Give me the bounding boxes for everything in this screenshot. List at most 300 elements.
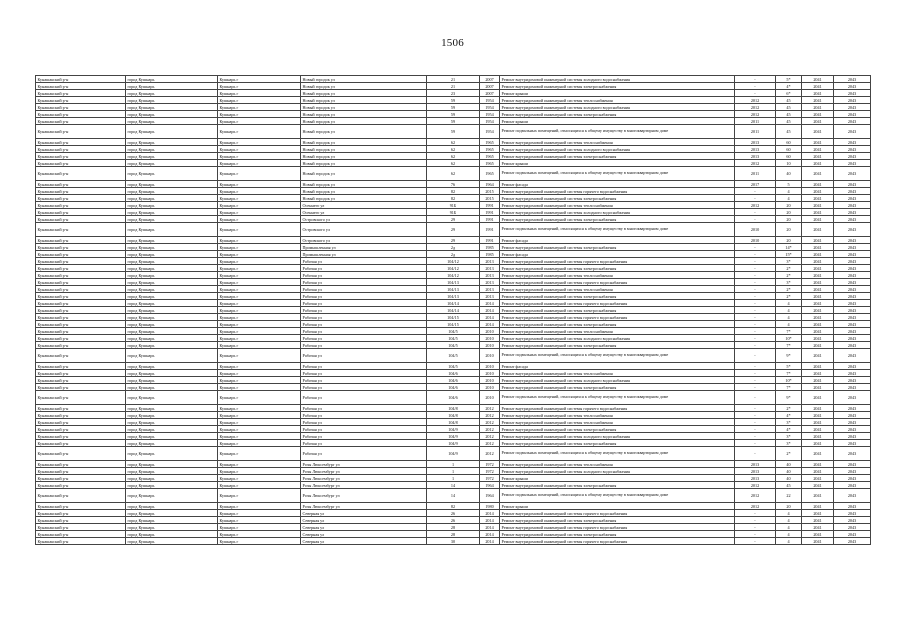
plan-start-year-cell: 2041 [802, 433, 834, 440]
table-row [36, 335, 871, 342]
plan-start-year-cell: 2041 [802, 111, 834, 118]
wear-percent-cell: 14* [776, 244, 802, 251]
build-year-cell: 1965 [480, 139, 500, 146]
build-year-cell: 1964 [480, 181, 500, 188]
table-row [36, 216, 871, 223]
street-cell: Рабочая ул [301, 328, 427, 335]
wear-percent-cell: 3* [776, 279, 802, 286]
house-number-cell: 59 [427, 118, 480, 125]
build-year-cell: 1965 [480, 160, 500, 167]
last-repair-year-cell: 2012 [735, 160, 776, 167]
build-year-cell: 1985 [480, 244, 500, 251]
street-cell: Новый городок ул [301, 83, 427, 90]
settlement-cell: Кушнарь г [218, 538, 301, 545]
settlement-cell: Кушнарь г [218, 314, 301, 321]
build-year-cell: 2010 [480, 370, 500, 377]
plan-end-year-cell: 2043 [834, 426, 871, 433]
plan-start-year-cell: 2041 [802, 377, 834, 384]
build-year-cell: 2010 [480, 377, 500, 384]
settlement-cell: Кушнарь г [218, 272, 301, 279]
table-row [36, 300, 871, 307]
settlement-cell: Кушнарь г [218, 517, 301, 524]
work-type-cell: Ремонт внутридомовой инженерной системы электроснабжения [500, 195, 735, 202]
wear-percent-cell: 2* [776, 286, 802, 293]
district-cell: Кунашакский р-н [36, 146, 126, 153]
wear-percent-cell: 2* [776, 447, 802, 461]
build-year-cell: 1954 [480, 118, 500, 125]
work-type-cell: Ремонт подвальных помещений, относящихся к общему имуществу в многоквартирном доме [500, 223, 735, 237]
plan-end-year-cell: 2043 [834, 146, 871, 153]
plan-end-year-cell: 2043 [834, 482, 871, 489]
house-number-cell: 29 [427, 223, 480, 237]
street-cell: Осеннего ул [301, 209, 427, 216]
district-cell: Кунашакский р-н [36, 286, 126, 293]
house-number-cell: 59 [427, 125, 480, 139]
wear-percent-cell: 7* [776, 384, 802, 391]
last-repair-year-cell: - [735, 265, 776, 272]
wear-percent-cell: 45 [776, 111, 802, 118]
last-repair-year-cell: 2012 [735, 489, 776, 503]
settlement-cell: Кушнарь г [218, 447, 301, 461]
work-type-cell: Ремонт внутридомовой инженерной системы электроснабжения [500, 265, 735, 272]
wear-percent-cell: 3* [776, 419, 802, 426]
street-cell: Рабочая ул [301, 426, 427, 433]
street-cell: Новый городок ул [301, 118, 427, 125]
build-year-cell: 1991 [480, 223, 500, 237]
build-year-cell: 2012 [480, 426, 500, 433]
table-row [36, 83, 871, 90]
house-number-cell: 104/15 [427, 321, 480, 328]
settlement-cell: Кушнарь г [218, 531, 301, 538]
plan-end-year-cell: 2043 [834, 251, 871, 258]
work-type-cell: Ремонт внутридомовой инженерной системы электроснабжения [500, 384, 735, 391]
settlement-cell: Кушнарь г [218, 97, 301, 104]
wear-percent-cell: 4 [776, 517, 802, 524]
house-number-cell: 104/9 [427, 426, 480, 433]
last-repair-year-cell: - [735, 188, 776, 195]
house-number-cell: 28 [427, 531, 480, 538]
table-row [36, 90, 871, 97]
municipality-cell: город Кушнарь [126, 482, 218, 489]
settlement-cell: Кушнарь г [218, 153, 301, 160]
build-year-cell: 2014 [480, 538, 500, 545]
table-row [36, 517, 871, 524]
house-number-cell: 104/9 [427, 440, 480, 447]
district-cell: Кунашакский р-н [36, 202, 126, 209]
settlement-cell: Кушнарь г [218, 377, 301, 384]
build-year-cell: 2014 [480, 307, 500, 314]
house-number-cell: 28 [427, 524, 480, 531]
plan-start-year-cell: 2041 [802, 279, 834, 286]
settlement-cell: Кушнарь г [218, 503, 301, 510]
wear-percent-cell: 20 [776, 216, 802, 223]
district-cell: Кунашакский р-н [36, 370, 126, 377]
wear-percent-cell: 22 [776, 489, 802, 503]
settlement-cell: Кушнарь г [218, 426, 301, 433]
house-number-cell: 14 [427, 489, 480, 503]
settlement-cell: Кушнарь г [218, 482, 301, 489]
house-number-cell: 1 [427, 475, 480, 482]
house-number-cell: 104/13 [427, 279, 480, 286]
plan-start-year-cell: 2041 [802, 468, 834, 475]
district-cell: Кунашакский р-н [36, 328, 126, 335]
municipality-cell: город Кушнарь [126, 363, 218, 370]
work-type-cell: Ремонт внутридомовой инженерной системы горячего водоснабжения [500, 510, 735, 517]
street-cell: Новый городок ул [301, 76, 427, 83]
work-type-cell: Ремонт внутридомовой инженерной системы холодного водоснабжения [500, 433, 735, 440]
house-number-cell: 104/13 [427, 286, 480, 293]
work-type-cell: Ремонт подвальных помещений, относящихся к общему имуществу в многоквартирном доме [500, 125, 735, 139]
district-cell: Кунашакский р-н [36, 153, 126, 160]
settlement-cell: Кушнарь г [218, 160, 301, 167]
wear-percent-cell: 2* [776, 272, 802, 279]
last-repair-year-cell: - [735, 328, 776, 335]
wear-percent-cell: 7* [776, 328, 802, 335]
plan-start-year-cell: 2041 [802, 391, 834, 405]
plan-start-year-cell: 2041 [802, 181, 834, 188]
plan-end-year-cell: 2043 [834, 195, 871, 202]
street-cell: Новый городок ул [301, 160, 427, 167]
settlement-cell: Кушнарь г [218, 223, 301, 237]
table-row [36, 181, 871, 188]
table-row [36, 314, 871, 321]
district-cell: Кунашакский р-н [36, 279, 126, 286]
last-repair-year-cell: - [735, 307, 776, 314]
table-row [36, 440, 871, 447]
plan-end-year-cell: 2043 [834, 412, 871, 419]
municipality-cell: город Кушнарь [126, 118, 218, 125]
plan-start-year-cell: 2041 [802, 300, 834, 307]
last-repair-year-cell: - [735, 216, 776, 223]
municipality-cell: город Кушнарь [126, 426, 218, 433]
municipality-cell: город Кушнарь [126, 524, 218, 531]
plan-end-year-cell: 2043 [834, 209, 871, 216]
settlement-cell: Кушнарь г [218, 125, 301, 139]
settlement-cell: Кушнарь г [218, 202, 301, 209]
street-cell: Северная ул [301, 510, 427, 517]
street-cell: Рабочая ул [301, 405, 427, 412]
build-year-cell: 1980 [480, 503, 500, 510]
settlement-cell: Кушнарь г [218, 510, 301, 517]
plan-end-year-cell: 2043 [834, 216, 871, 223]
table-row [36, 321, 871, 328]
district-cell: Кунашакский р-н [36, 391, 126, 405]
build-year-cell: 1964 [480, 482, 500, 489]
district-cell: Кунашакский р-н [36, 321, 126, 328]
table-row [36, 377, 871, 384]
settlement-cell: Кушнарь г [218, 307, 301, 314]
table-row [36, 391, 871, 405]
settlement-cell: Кушнарь г [218, 244, 301, 251]
last-repair-year-cell: 2013 [735, 139, 776, 146]
settlement-cell: Кушнарь г [218, 370, 301, 377]
house-number-cell: 59 [427, 104, 480, 111]
build-year-cell: 2014 [480, 531, 500, 538]
build-year-cell: 2013 [480, 272, 500, 279]
last-repair-year-cell: - [735, 293, 776, 300]
settlement-cell: Кушнарь г [218, 251, 301, 258]
last-repair-year-cell: - [735, 76, 776, 83]
house-number-cell: 76 [427, 181, 480, 188]
plan-start-year-cell: 2041 [802, 482, 834, 489]
build-year-cell: 2010 [480, 328, 500, 335]
last-repair-year-cell: - [735, 510, 776, 517]
wear-percent-cell: 5 [776, 181, 802, 188]
municipality-cell: город Кушнарь [126, 377, 218, 384]
municipality-cell: город Кушнарь [126, 384, 218, 391]
municipality-cell: город Кушнарь [126, 202, 218, 209]
plan-start-year-cell: 2041 [802, 202, 834, 209]
table-row [36, 265, 871, 272]
plan-start-year-cell: 2041 [802, 461, 834, 468]
build-year-cell: 2010 [480, 349, 500, 363]
work-type-cell: Ремонт внутридомовой инженерной системы холодного водоснабжения [500, 146, 735, 153]
wear-percent-cell: 45 [776, 118, 802, 125]
build-year-cell: 1965 [480, 153, 500, 160]
street-cell: Островского ул [301, 237, 427, 244]
plan-start-year-cell: 2041 [802, 307, 834, 314]
last-repair-year-cell: - [735, 90, 776, 97]
house-number-cell: 62 [427, 153, 480, 160]
municipality-cell: город Кушнарь [126, 181, 218, 188]
work-type-cell: Ремонт подвальных помещений, относящихся к общему имуществу в многоквартирном доме [500, 489, 735, 503]
plan-start-year-cell: 2041 [802, 538, 834, 545]
table-row [36, 251, 871, 258]
plan-end-year-cell: 2043 [834, 510, 871, 517]
district-cell: Кунашакский р-н [36, 475, 126, 482]
last-repair-year-cell: - [735, 440, 776, 447]
municipality-cell: город Кушнарь [126, 447, 218, 461]
last-repair-year-cell: - [735, 251, 776, 258]
plan-end-year-cell: 2043 [834, 286, 871, 293]
plan-start-year-cell: 2041 [802, 251, 834, 258]
table-row [36, 461, 871, 468]
wear-percent-cell: 3* [776, 258, 802, 265]
wear-percent-cell: 60 [776, 146, 802, 153]
district-cell: Кунашакский р-н [36, 160, 126, 167]
street-cell: Рабочая ул [301, 440, 427, 447]
district-cell: Кунашакский р-н [36, 118, 126, 125]
wear-percent-cell: 4 [776, 321, 802, 328]
wear-percent-cell: 2* [776, 293, 802, 300]
district-cell: Кунашакский р-н [36, 363, 126, 370]
work-type-cell: Ремонт внутридомовой инженерной системы горячего водоснабжения [500, 300, 735, 307]
settlement-cell: Кушнарь г [218, 279, 301, 286]
house-number-cell: 104/15 [427, 314, 480, 321]
work-type-cell: Ремонт внутридомовой инженерной системы холодного водоснабжения [500, 209, 735, 216]
last-repair-year-cell: - [735, 321, 776, 328]
street-cell: Промышленная ул [301, 251, 427, 258]
house-number-cell: 104/12 [427, 258, 480, 265]
last-repair-year-cell: - [735, 384, 776, 391]
table-row [36, 97, 871, 104]
last-repair-year-cell: 2012 [735, 97, 776, 104]
last-repair-year-cell: 2013 [735, 468, 776, 475]
wear-percent-cell: 5* [776, 76, 802, 83]
work-type-cell: Ремонт внутридомовой инженерной системы теплоснабжения [500, 419, 735, 426]
house-number-cell: 59 [427, 97, 480, 104]
plan-start-year-cell: 2041 [802, 510, 834, 517]
last-repair-year-cell: - [735, 335, 776, 342]
plan-end-year-cell: 2043 [834, 167, 871, 181]
last-repair-year-cell: - [735, 538, 776, 545]
work-type-cell: Ремонт внутридомовой инженерной системы холодного водоснабжения [500, 76, 735, 83]
street-cell: Новый городок ул [301, 146, 427, 153]
plan-end-year-cell: 2043 [834, 307, 871, 314]
plan-end-year-cell: 2043 [834, 272, 871, 279]
plan-end-year-cell: 2043 [834, 531, 871, 538]
municipality-cell: город Кушнарь [126, 90, 218, 97]
wear-percent-cell: 9* [776, 349, 802, 363]
street-cell: Островского ул [301, 216, 427, 223]
plan-start-year-cell: 2041 [802, 342, 834, 349]
street-cell: Рабочая ул [301, 293, 427, 300]
house-number-cell: 14 [427, 482, 480, 489]
table-row [36, 370, 871, 377]
plan-end-year-cell: 2043 [834, 489, 871, 503]
build-year-cell: 1991 [480, 216, 500, 223]
house-number-cell: 104/5 [427, 335, 480, 342]
house-number-cell: 29 [427, 237, 480, 244]
wear-percent-cell: 10* [776, 377, 802, 384]
build-year-cell: 2014 [480, 510, 500, 517]
wear-percent-cell: 20 [776, 503, 802, 510]
last-repair-year-cell: - [735, 209, 776, 216]
last-repair-year-cell: 2013 [735, 475, 776, 482]
municipality-cell: город Кушнарь [126, 286, 218, 293]
district-cell: Кунашакский р-н [36, 517, 126, 524]
work-type-cell: Ремонт внутридомовой инженерной системы теплоснабжения [500, 139, 735, 146]
municipality-cell: город Кушнарь [126, 412, 218, 419]
district-cell: Кунашакский р-н [36, 209, 126, 216]
plan-end-year-cell: 2043 [834, 83, 871, 90]
table-row [36, 272, 871, 279]
plan-start-year-cell: 2041 [802, 370, 834, 377]
plan-end-year-cell: 2043 [834, 405, 871, 412]
settlement-cell: Кушнарь г [218, 139, 301, 146]
house-number-cell: 23 [427, 90, 480, 97]
house-number-cell: 59 [427, 111, 480, 118]
plan-end-year-cell: 2043 [834, 335, 871, 342]
plan-end-year-cell: 2043 [834, 125, 871, 139]
house-number-cell: 104/6 [427, 377, 480, 384]
plan-start-year-cell: 2041 [802, 223, 834, 237]
wear-percent-cell: 7* [776, 370, 802, 377]
work-type-cell: Ремонт внутридомовой инженерной системы теплоснабжения [500, 272, 735, 279]
district-cell: Кунашакский р-н [36, 293, 126, 300]
wear-percent-cell: 20 [776, 202, 802, 209]
work-type-cell: Ремонт подвальных помещений, относящихся к общему имуществу в многоквартирном доме [500, 349, 735, 363]
plan-start-year-cell: 2041 [802, 139, 834, 146]
street-cell: Розы Люксембург ул [301, 482, 427, 489]
plan-end-year-cell: 2043 [834, 279, 871, 286]
work-type-cell: Ремонт крыши [500, 503, 735, 510]
plan-start-year-cell: 2041 [802, 237, 834, 244]
district-cell: Кунашакский р-н [36, 433, 126, 440]
table-row [36, 538, 871, 545]
table-row [36, 139, 871, 146]
table-row [36, 384, 871, 391]
plan-start-year-cell: 2041 [802, 321, 834, 328]
work-type-cell: Ремонт внутридомовой инженерной системы теплоснабжения [500, 202, 735, 209]
settlement-cell: Кушнарь г [218, 167, 301, 181]
street-cell: Розы Люксембург ул [301, 489, 427, 503]
last-repair-year-cell: - [735, 419, 776, 426]
house-number-cell: 104/5 [427, 363, 480, 370]
municipality-cell: город Кушнарь [126, 328, 218, 335]
settlement-cell: Кушнарь г [218, 111, 301, 118]
settlement-cell: Кушнарь г [218, 90, 301, 97]
settlement-cell: Кушнарь г [218, 524, 301, 531]
build-year-cell: 2012 [480, 412, 500, 419]
build-year-cell: 1991 [480, 237, 500, 244]
district-cell: Кунашакский р-н [36, 307, 126, 314]
settlement-cell: Кушнарь г [218, 363, 301, 370]
wear-percent-cell: 40 [776, 167, 802, 181]
table-row [36, 209, 871, 216]
settlement-cell: Кушнарь г [218, 433, 301, 440]
build-year-cell: 2007 [480, 76, 500, 83]
house-number-cell: 91Б [427, 209, 480, 216]
street-cell: Розы Люксембург ул [301, 475, 427, 482]
settlement-cell: Кушнарь г [218, 181, 301, 188]
plan-end-year-cell: 2043 [834, 391, 871, 405]
plan-start-year-cell: 2041 [802, 97, 834, 104]
table-row [36, 160, 871, 167]
table-row [36, 223, 871, 237]
work-type-cell: Ремонт внутридомовой инженерной системы теплоснабжения [500, 286, 735, 293]
plan-start-year-cell: 2041 [802, 272, 834, 279]
work-type-cell: Ремонт внутридомовой инженерной системы электроснабжения [500, 342, 735, 349]
work-type-cell: Ремонт внутридомовой инженерной системы горячего водоснабжения [500, 314, 735, 321]
house-number-cell: 1 [427, 468, 480, 475]
settlement-cell: Кушнарь г [218, 216, 301, 223]
municipality-cell: город Кушнарь [126, 538, 218, 545]
last-repair-year-cell: - [735, 314, 776, 321]
wear-percent-cell: 4 [776, 538, 802, 545]
wear-percent-cell: 10* [776, 335, 802, 342]
last-repair-year-cell: 2011 [735, 167, 776, 181]
street-cell: Рабочая ул [301, 286, 427, 293]
street-cell: Новый городок ул [301, 111, 427, 118]
last-repair-year-cell: 2012 [735, 503, 776, 510]
plan-start-year-cell: 2041 [802, 524, 834, 531]
build-year-cell: 2010 [480, 335, 500, 342]
settlement-cell: Кушнарь г [218, 342, 301, 349]
district-cell: Кунашакский р-н [36, 314, 126, 321]
municipality-cell: город Кушнарь [126, 531, 218, 538]
last-repair-year-cell: - [735, 405, 776, 412]
wear-percent-cell: 60 [776, 139, 802, 146]
work-type-cell: Ремонт внутридомовой инженерной системы холодного водоснабжения [500, 104, 735, 111]
municipality-cell: город Кушнарь [126, 314, 218, 321]
municipality-cell: город Кушнарь [126, 419, 218, 426]
work-type-cell: Ремонт крыши [500, 90, 735, 97]
table-row [36, 328, 871, 335]
district-cell: Кунашакский р-н [36, 195, 126, 202]
wear-percent-cell: 10 [776, 160, 802, 167]
district-cell: Кунашакский р-н [36, 111, 126, 118]
municipality-cell: город Кушнарь [126, 468, 218, 475]
last-repair-year-cell: - [735, 370, 776, 377]
district-cell: Кунашакский р-н [36, 251, 126, 258]
settlement-cell: Кушнарь г [218, 384, 301, 391]
build-year-cell: 1991 [480, 202, 500, 209]
wear-percent-cell: 2* [776, 265, 802, 272]
plan-start-year-cell: 2041 [802, 258, 834, 265]
plan-end-year-cell: 2043 [834, 237, 871, 244]
municipality-cell: город Кушнарь [126, 265, 218, 272]
